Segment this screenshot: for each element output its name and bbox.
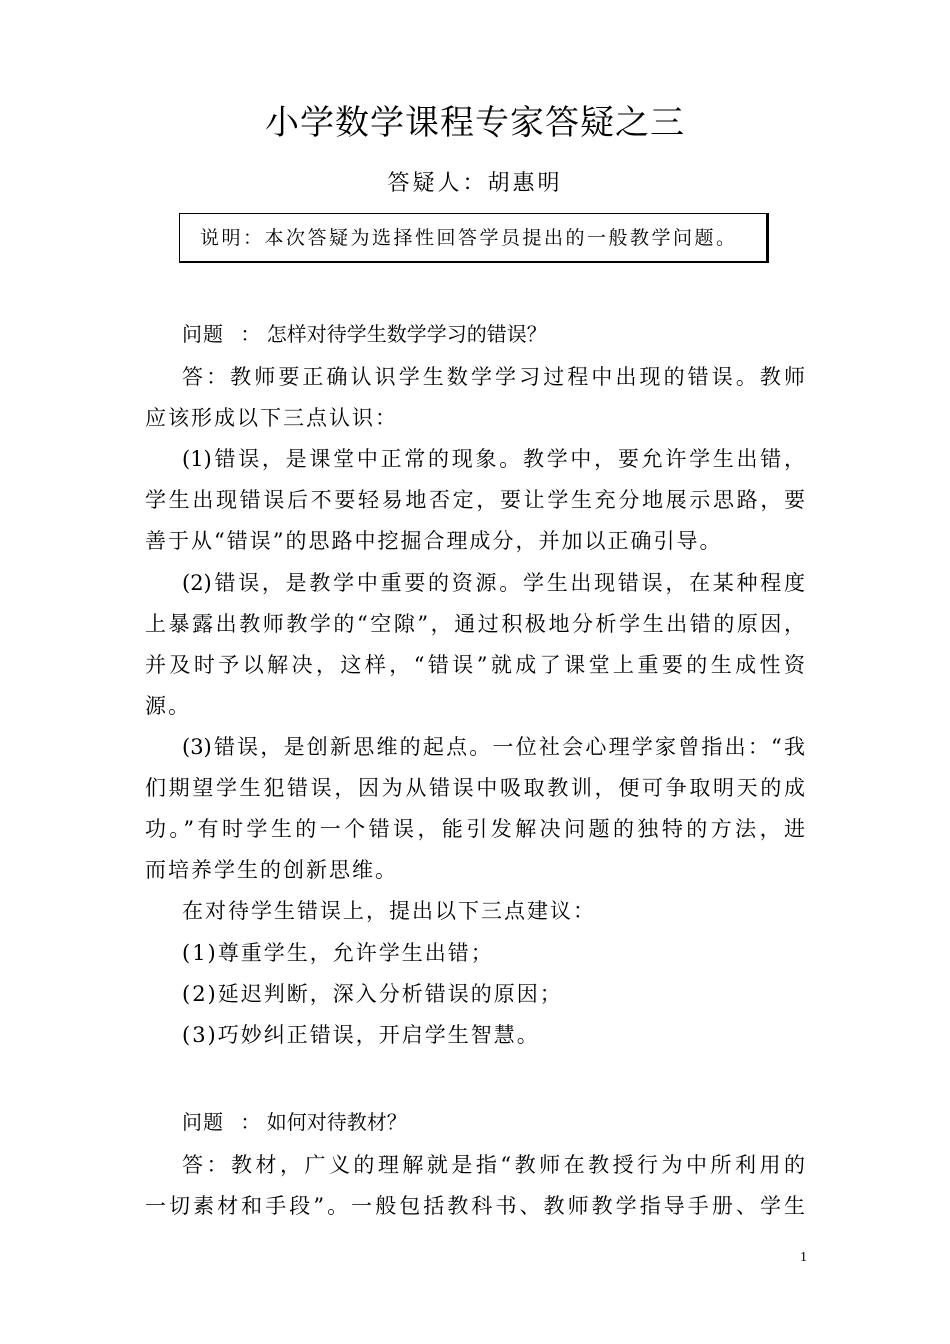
- answer-line: (3)错误，是创新思维的起点。一位社会心理学家曾指出：“我: [182, 735, 805, 759]
- note-box: [179, 213, 769, 263]
- answer-line: 们期望学生犯错误，因为从错误中吸取教训，便可争取明天的成: [145, 776, 805, 800]
- question-heading-2: [182, 1104, 407, 1140]
- answer-line: 答：教师要正确认识学生数学学习过程中出现的错误。教师: [182, 365, 805, 389]
- answer-line: 答：教材，广义的理解就是指“教师在教授行为中所利用的: [182, 1153, 805, 1177]
- answer-line: (2)错误，是教学中重要的资源。学生出现错误，在某种程度: [182, 571, 805, 595]
- document-title: 小学数学课程专家答疑之三: [265, 103, 685, 143]
- answer-line: 上暴露出教师教学的“空隙”，通过积极地分析学生出错的原因，: [145, 612, 805, 636]
- answer-line: (2)延迟判断，深入分析错误的原因；: [182, 982, 563, 1006]
- question-text: 怎样对待学生数学学习的错误？: [266, 322, 547, 346]
- question-text: 如何对待教材？: [266, 1110, 407, 1134]
- answer-line: (1)尊重学生，允许学生出错；: [182, 941, 494, 965]
- note-text: 说明：本次答疑为选择性回答学员提出的一般教学问题。: [200, 227, 738, 249]
- answer-line: 在对待学生错误上，提出以下三点建议：: [182, 899, 596, 923]
- answer-line: 功。”有时学生的一个错误，能引发解决问题的独特的方法，进: [145, 817, 805, 841]
- question-prefix: 问题: [182, 322, 224, 346]
- answer-line: 一切素材和手段”。一般包括教科书、教师教学指导手册、学生: [145, 1194, 805, 1218]
- answer-line: 而培养学生的创新思维。: [145, 858, 398, 882]
- question-colon: ：: [240, 1110, 261, 1134]
- answer-line: 源。: [145, 694, 191, 718]
- question-heading-1: [182, 316, 547, 352]
- question-colon: ：: [240, 322, 261, 346]
- answer-line: 善于从“错误”的思路中挖掘合理成分，并加以正确引导。: [145, 529, 723, 553]
- answer-line: 并及时予以解决，这样，“错误”就成了课堂上重要的生成性资: [145, 653, 805, 677]
- author-line: 答疑人：胡惠明: [387, 171, 563, 196]
- page-number: 1: [800, 1250, 807, 1265]
- answer-line: (3)巧妙纠正错误，开启学生智慧。: [182, 1023, 540, 1047]
- answer-line: 学生出现错误后不要轻易地否定，要让学生充分地展示思路，要: [145, 488, 805, 512]
- answer-line: 应该形成以下三点认识：: [145, 406, 398, 430]
- answer-line: (1)错误，是课堂中正常的现象。教学中，要允许学生出错，: [182, 447, 805, 471]
- question-prefix: 问题: [182, 1110, 224, 1134]
